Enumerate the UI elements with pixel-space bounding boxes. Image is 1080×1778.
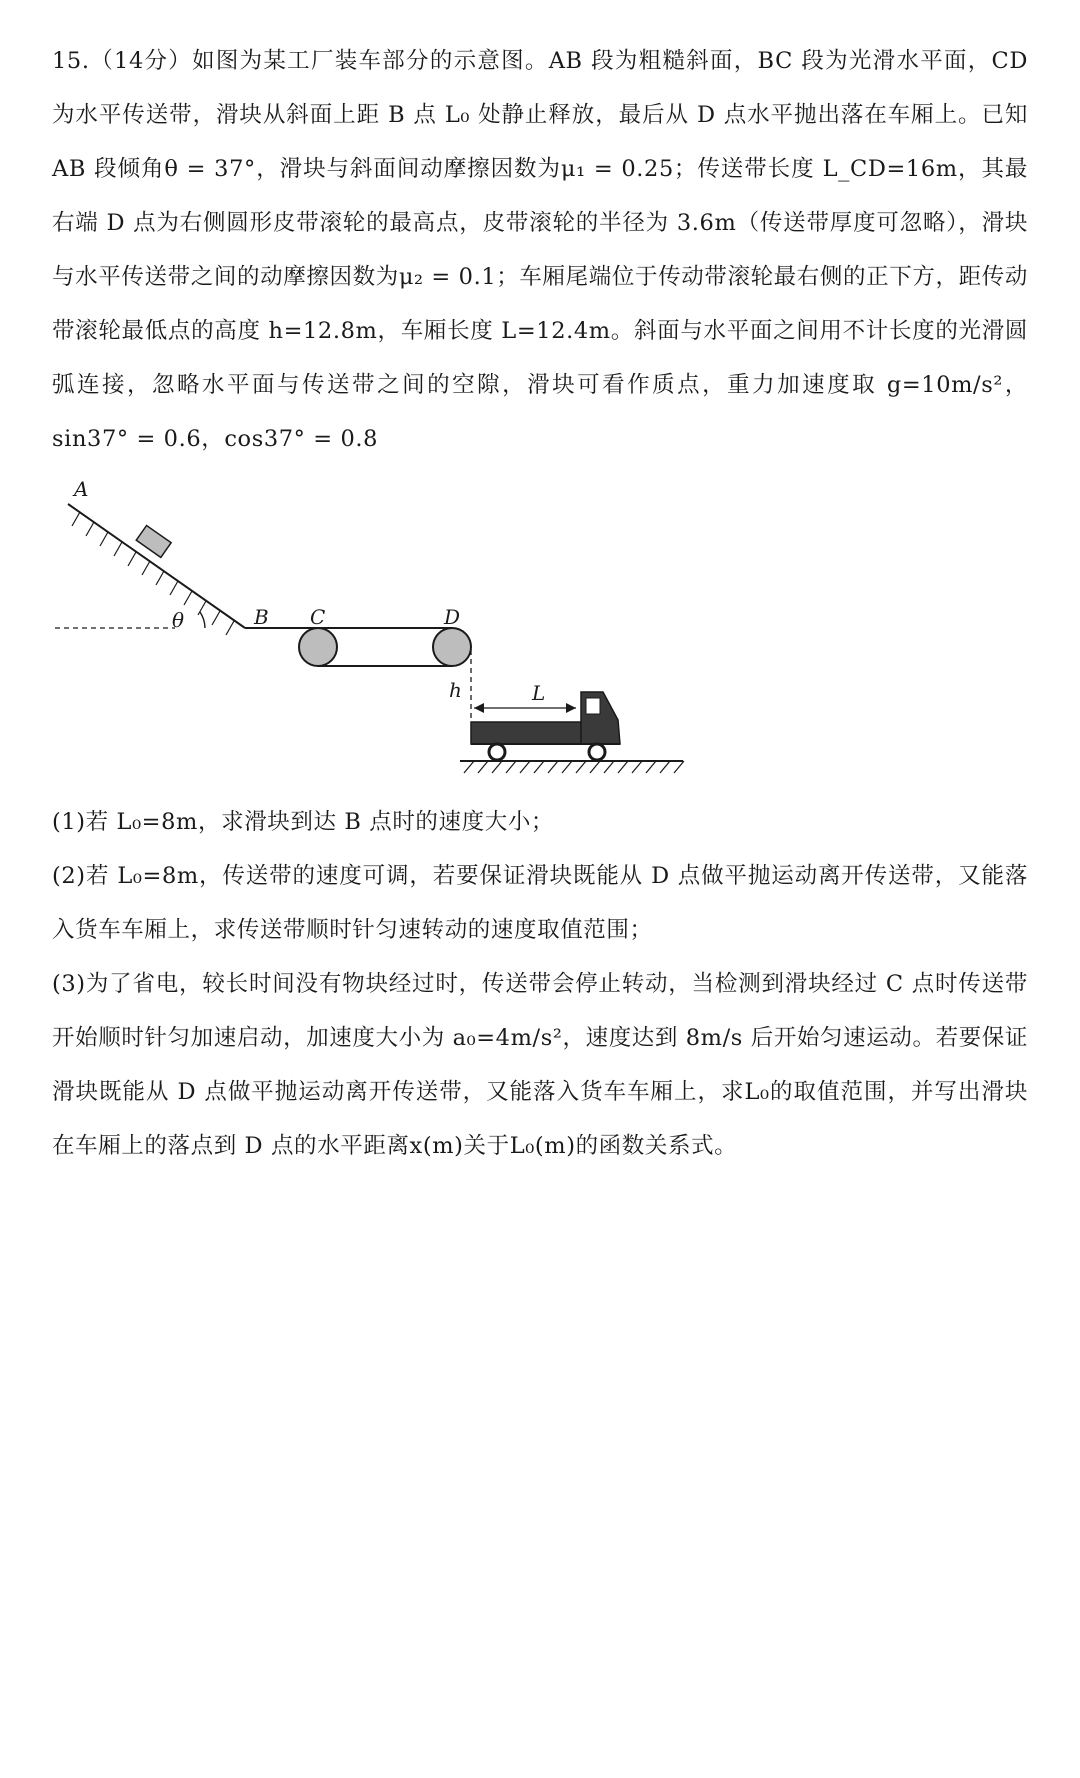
l-arrow-right xyxy=(566,703,576,713)
roller-c xyxy=(299,628,337,666)
roller-d xyxy=(433,628,471,666)
question-2: (2)若 L₀=8m，传送带的速度可调，若要保证滑块既能从 D 点做平抛运动离开传送带，又能落入货车车厢上，求传送带顺时针匀速转动的速度取值范围； xyxy=(52,863,1028,943)
ground-hatch xyxy=(464,761,684,773)
question-3: (3)为了省电，较长时间没有物块经过时，传送带会停止转动，当检测到滑块经过 C 点时传送带开始顺时针匀加速启动，加速度大小为 a₀=4m/s²，速度达到 8m/s 后开始匀速运动。若要保证滑块既能从 D 点做平抛运动离开传送带，又能落入货车车厢上，求L₀的取值范围，并写出滑块在车厢上的落点到 D 点的水平距离x(m)关于L₀(m)的函数关系式。 xyxy=(52,971,1028,1159)
label-l: L xyxy=(532,681,546,705)
slider-block xyxy=(136,526,171,558)
incline-ab xyxy=(68,504,245,628)
label-d: D xyxy=(444,605,461,629)
truck xyxy=(471,692,620,760)
truck-wheel-front xyxy=(589,744,605,760)
theta-arc xyxy=(200,612,205,628)
truck-wheel-rear xyxy=(489,744,505,760)
label-b: B xyxy=(254,605,269,629)
label-a: A xyxy=(74,477,89,501)
truck-bed xyxy=(471,722,581,744)
label-theta: θ xyxy=(172,608,185,632)
problem-statement: 15.（14分）如图为某工厂装车部分的示意图。AB 段为粗糙斜面，BC 段为光滑水平面，CD 为水平传送带，滑块从斜面上距 B 点 L₀ 处静止释放，最后从 D 点水平抛出落在车厢上。已知 AB 段倾角θ = 37°，滑块与斜面间动摩擦因数为μ₁ = 0.25；传送带长度 L_CD=16m，其最右端 D 点为右侧圆形皮带滚轮的最高点，皮带滚轮的半径为 3.6m（传送带厚度可忽略），滑块与水平传送带之间的动摩擦因数为μ₂ = 0.1；车厢尾端位于传动带滚轮最右侧的正下方，距传动带滚轮最低点的高度 h=12.8m，车厢长度 L=12.4m。斜面与水平面之间用不计长度的光滑圆弧连接，忽略水平面与传送带之间的空隙，滑块可看作质点，重力加速度取 g=10m/s²，sin37° = 0.6，cos37° = 0.8 xyxy=(52,48,1028,452)
label-h: h xyxy=(449,678,462,702)
truck-window xyxy=(586,698,600,714)
l-arrow-left xyxy=(474,703,484,713)
question-1: (1)若 L₀=8m，求滑块到达 B 点时的速度大小； xyxy=(52,809,555,835)
label-c: C xyxy=(310,605,326,629)
